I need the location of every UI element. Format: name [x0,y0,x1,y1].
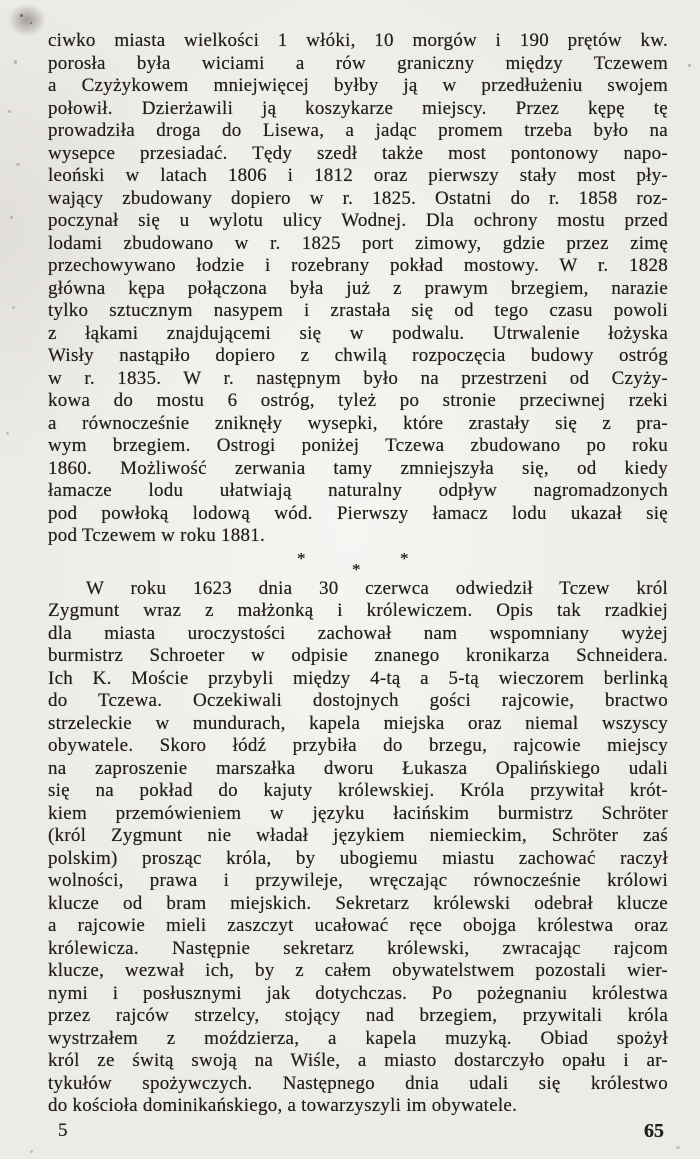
text-line: ciwko miasta wielkości 1 włóki, 10 morgów i 190 prętów kw. [48,30,668,51]
scan-speckle [30,1150,33,1153]
text-line: tykułów spożywczych. Następnego dnia udali się królestwo [48,1072,668,1094]
text-line: wystrzałem z moździerza, a kapela muzyką. Obiad spożył [48,1027,668,1049]
text-line: leoński w latach 1806 i 1812 oraz pierwszy stały most pły- [48,165,668,186]
paragraph [48,30,668,548]
text-line: poczynał się u wylotu ulicy Wodnej. Dla ochrony mostu przed [48,210,668,231]
text-line: przez rajców strzelcy, stojący nad brzegiem, przywitali króla [48,1005,668,1026]
asterisk-ornament: * [352,559,361,579]
text-line: tylko sztucznym nasypem i zrastała się od tego czasu powoli [48,300,668,321]
text-line: a rajcowie mieli zaszczyt ucałować ręce obojga królestwa oraz [48,915,668,936]
page-footer [58,1118,664,1144]
scan-speckle [16,163,20,166]
text-line: do kościoła dominikańskiego, a towarzyszyli im obywatele. [48,1095,518,1116]
text-line: (król Zygmunt nie władał językiem niemieckim, Schröter zaś [48,825,668,846]
text-line: główna kępa połączona była już z prawym brzegiem, narazie [48,277,668,299]
text-line: lodami zbudowano w r. 1825 port zimowy, gdzie przez zimę [48,232,668,254]
scan-speckle [6,432,9,435]
text-line: kiem przemówieniem w języku łacińskim burmistrz Schröter [48,802,668,824]
text-line: a równocześnie zniknęły wysepki, które zrastały się z pra- [48,412,668,434]
scan-speckle [20,14,23,17]
scan-speckle [12,306,15,309]
text-line: polskim) prosząc króla, by ubogiemu miastu zachować raczył [48,847,668,869]
text-line: król ze świtą swoją na Wiśle, a miasto dostarczyło opału i ar- [48,1050,668,1071]
text-line: połowił. Dzierżawili ją koszykarze miejscy. Przez kępę tę [48,97,668,119]
text-line: a Czyżykowem mniejwięcej byłby ją w przedłużeniu swojem [48,75,668,96]
scan-speckle [10,216,13,219]
text-line: wający zbudowany dopiero w r. 1825. Ostatni do r. 1858 roz- [48,187,668,209]
text-line: W roku 1623 dnia 30 czerwca odwiedził Tczew król [86,577,668,599]
text-line: do Tczewa. Oczekiwali dostojnych gości rajcowie, bractwo [48,690,668,711]
scan-speckle [8,110,11,113]
text-line: Zygmunt wraz z małżonką i królewiczem. Opis tak rzadkiej [48,600,668,621]
text-line: łamacze lodu ułatwiają naturalny odpływ nagromadzonych [48,480,668,501]
scan-speckle [30,22,32,24]
asterisk-ornament: * [400,548,409,568]
text-line: z łąkami znajdującemi się w podwalu. Utrwalenie łożyska [48,322,668,344]
scan-speckle [14,60,17,64]
text-line: obywatele. Skoro łódź przybiła do brzegu, rajcowie miejscy [48,735,668,756]
text-line: klucze od bram miejskich. Sekretarz królewski odebrał klucze [48,892,668,914]
text-line: pod powłoką lodową wód. Pierwszy łamacz lodu ukazał się [48,502,668,524]
text-line: burmistrz Schroeter w odpisie znanego kronikarza Schneidera. [48,645,668,666]
text-line: porosła była wiciami a rów graniczny między Tczewem [48,52,668,74]
text-line: dla miasta uroczystości zachował nam wspomniany wyżej [48,622,668,644]
text-line: 1860. Możliwość zerwania tamy zmniejszyła się, od kiedy [48,457,668,479]
page-text-block [48,30,668,1118]
asterisk-ornament: * [297,548,306,568]
text-line: na zaproszenie marszałka dworu Łukasza Opalińskiego udali [48,757,668,779]
scan-smudge [8,4,46,36]
text-line: pod Tczewem w roku 1881. [48,525,265,546]
footer-left-number: 5 [58,1120,68,1141]
text-line: kowa do mostu 6 ostróg, tyleż po stronie przeciwnej rzeki [48,390,668,411]
text-line: nymi i posłusznymi jak dotychczas. Po pożegnaniu królestwa [48,982,668,1004]
text-line: wysepce przesiadać. Tędy szedł także most pontonowy napo- [48,142,668,164]
scan-speckle [688,64,691,67]
text-line: wym brzegiem. Ostrogi poniżej Tczewa zbudowano po roku [48,435,668,456]
paragraph [48,578,668,1118]
text-line: prowadziła droga do Lisewa, a jadąc promem trzeba było na [48,120,668,141]
text-line: w r. 1835. W r. następnym było na przestrzeni od Czyży- [48,367,668,389]
text-line: królewicza. Następnie sekretarz królewski, zwracając rajcom [48,937,668,959]
section-separator [48,548,668,578]
scan-speckle [676,1146,680,1149]
text-line: klucze, wezwał ich, by z całem obywatelstwem pozostali wier- [48,960,668,981]
text-line: się na pokład do kajuty królewskiej. Króla przywitał krót- [48,780,668,801]
text-line: przechowywano łodzie i rozebrany pokład mostowy. W r. 1828 [48,255,668,276]
text-line: wolności, prawa i przywileje, wręczając równocześnie królowi [48,870,668,891]
text-line: strzeleckie w mundurach, kapela miejska oraz niemal wszyscy [48,712,668,734]
footer-page-number: 65 [644,1119,664,1142]
text-line: Ich K. Moście przybyli między 4-tą a 5-tą wieczorem berlinką [48,667,668,689]
text-line: Wisły nastąpiło dopiero z chwilą rozpoczęcia budowy ostróg [48,345,668,366]
